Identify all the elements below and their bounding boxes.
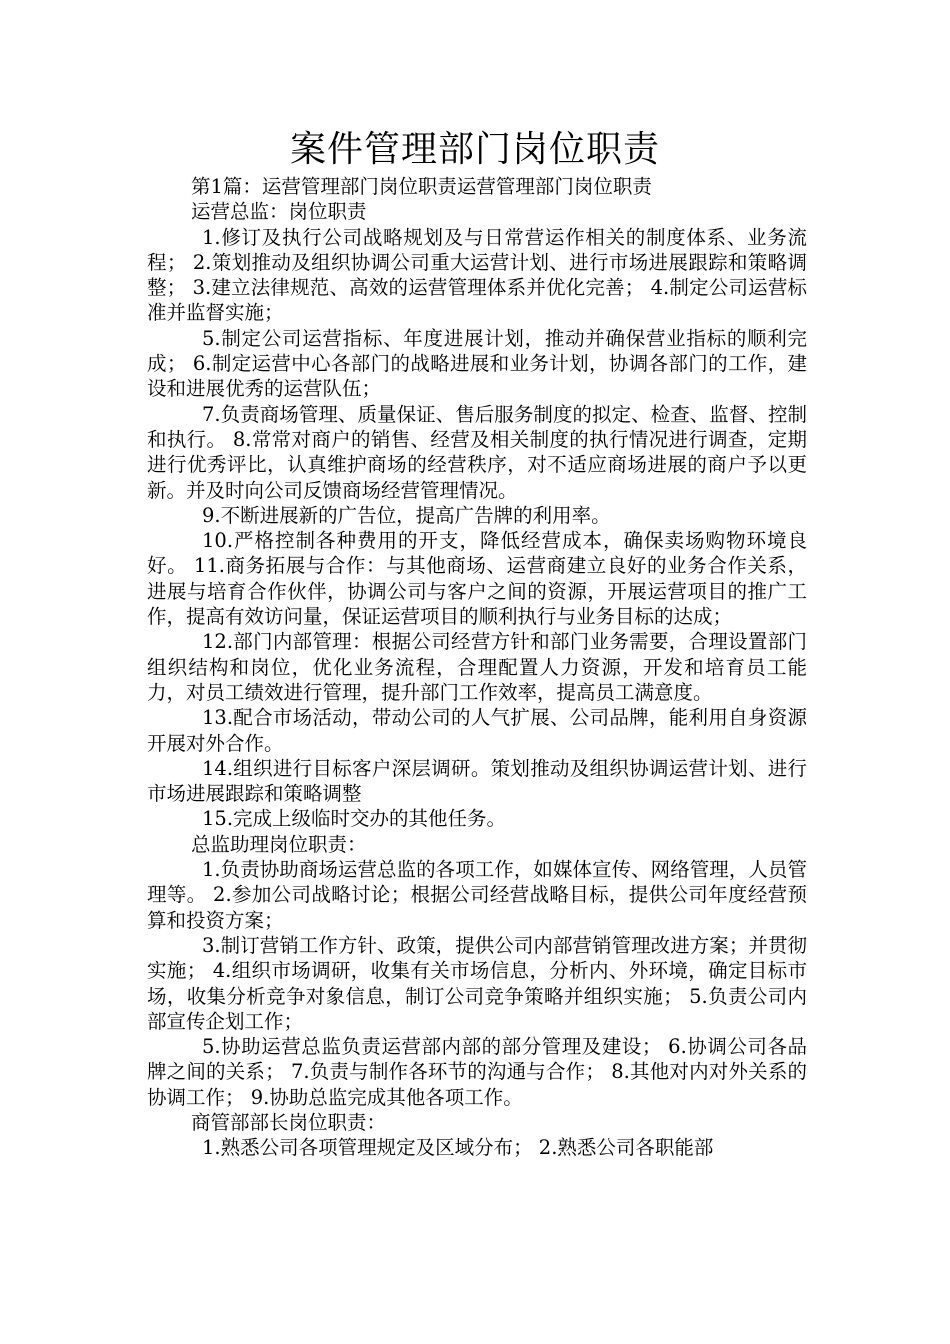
paragraph: 1.修订及执行公司战略规划及与日常营运作相关的制度体系、业务流程； 2.策划推动及组织协调公司重大运营计划、进行市场进展跟踪和策略调整； 3.建立法律规范、高效的运营管理体系并优化完善； 4.制定公司运营标准并监督实施；	[147, 225, 807, 325]
paragraph: 9.不断进展新的广告位，提高广告牌的利用率。	[202, 503, 611, 527]
paragraph: 14.组织进行目标客户深层调研。策划推动及组织协调运营计划、进行市场进展跟踪和策略调整	[147, 756, 807, 806]
paragraph: 13.配合市场活动，带动公司的人气扩展、公司品牌，能利用自身资源开展对外合作。	[147, 706, 807, 755]
paragraph: 3.制订营销工作方针、政策，提供公司内部营销管理改进方案；并贯彻实施； 4.组织市场调研，收集有关市场信息，分析内、外环境，确定目标市场，收集分析竞争对象信息，制订公司竞争策略并组织实施； 5.负责公司内部宣传企划工作；	[147, 933, 807, 1033]
paragraph: 1.熟悉公司各项管理规定及区域分布； 2.熟悉公司各职能部	[202, 1136, 714, 1160]
paragraph: 1.负责协助商场运营总监的各项工作，如媒体宣传、网络管理，人员管理等。 2.参加公司战略讨论；根据公司经营战略目标，提供公司年度经营预算和投资方案；	[147, 858, 807, 932]
section-heading: 总监助理岗位职责：	[191, 832, 367, 856]
section-heading: 商管部部长岗位职责：	[191, 1110, 387, 1134]
paragraph: 5.协助运营总监负责运营部内部的部分管理及建设； 6.协调公司各品牌之间的关系； 7.负责与制作各环节的沟通与合作； 8.其他对内对外关系的协调工作； 9.协助总监完成其他各项工作。	[147, 1035, 807, 1109]
section-heading: 运营总监：岗位职责	[191, 200, 367, 224]
document-title: 案件管理部门岗位职责	[289, 129, 660, 170]
paragraph: 12.部门内部管理：根据公司经营方针和部门业务需要，合理设置部门组织结构和岗位，优化业务流程，合理配置人力资源，开发和培育员工能力，对员工绩效进行管理，提升部门工作效率，提高员工满意度。	[147, 630, 807, 704]
paragraph: 10.严格控制各种费用的开支，降低经营成本，确保卖场购物环境良好。 11.商务拓展与合作：与其他商场、运营商建立良好的业务合作关系，进展与培育合作伙伴，协调公司与客户之间的资源，开展运营项目的推广工作，提高有效访问量，保证运营项目的顺利执行与业务目标的达成；	[147, 529, 807, 629]
paragraph: 5.制定公司运营指标、年度进展计划，推动并确保营业指标的顺利完成； 6.制定运营中心各部门的战略进展和业务计划，协调各部门的工作，建设和进展优秀的运营队伍；	[147, 326, 807, 401]
paragraph: 7.负责商场管理、质量保证、售后服务制度的拟定、检查、监督、控制和执行。 8.常常对商户的销售、经营及相关制度的执行情况进行调查，定期进行优秀评比，认真维护商场的经营秩序，对不适应商场进展的商户予以更新。并及时向公司反馈商场经营管理情况。	[147, 402, 807, 502]
chapter-heading: 第1篇：运营管理部门岗位职责运营管理部门岗位职责	[191, 175, 652, 198]
document-body	[147, 174, 807, 1161]
paragraph: 15.完成上级临时交办的其他任务。	[202, 807, 507, 831]
